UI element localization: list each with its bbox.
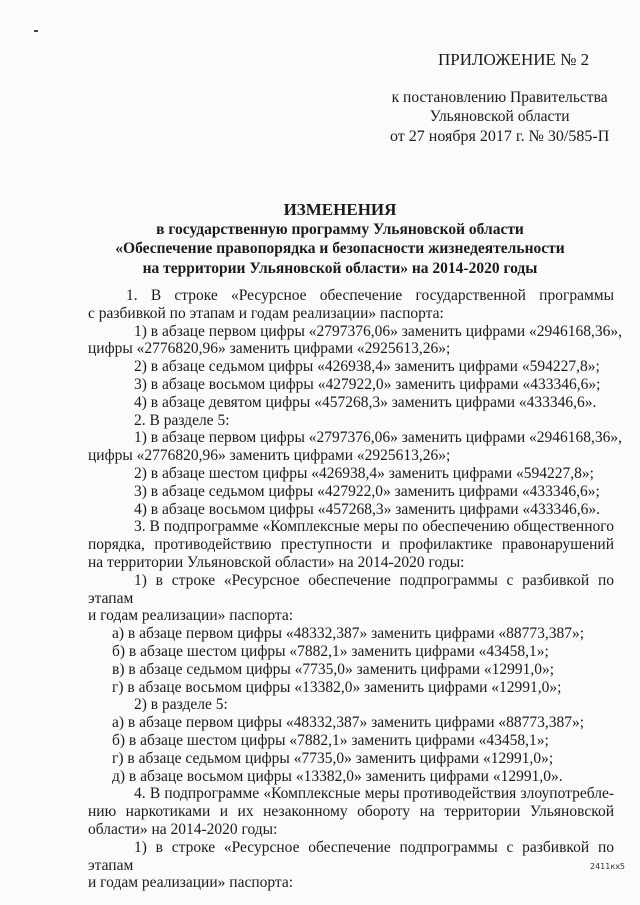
resolution-line-2: Ульяновской области bbox=[429, 108, 570, 125]
body-line: нию наркотиками и их незаконному обороту на территории Ульяновской bbox=[88, 803, 614, 821]
document-code: 2411кх5 bbox=[590, 862, 626, 871]
body-line: 3) в абзаце седьмом цифры «427922,0» заменить цифрами «433346,6»; bbox=[134, 482, 600, 500]
body-line: 1) в строке «Ресурсное обеспечение подпрограммы с разбивкой по этапам bbox=[88, 571, 614, 607]
document-body bbox=[88, 287, 622, 892]
body-line: 4. В подпрограмме «Комплексные меры противодействия злоупотребле- bbox=[134, 785, 614, 803]
body-line: 1) в абзаце первом цифры «2797376,06» заменить цифрами «2946168,36», bbox=[134, 429, 622, 447]
body-line: а) в абзаце первом цифры «48332,387» заменить цифрами «88773,387»; bbox=[112, 625, 585, 643]
body-line: 2. В разделе 5: bbox=[134, 411, 230, 429]
body-line: б) в абзаце шестом цифры «7882,1» заменить цифрами «43458,1»; bbox=[112, 642, 549, 660]
body-line: 1) в абзаце первом цифры «2797376,06» заменить цифрами «2946168,36», bbox=[134, 322, 622, 340]
body-line: в) в абзаце седьмом цифры «7735,0» заменить цифрами «12991,0»; bbox=[112, 660, 555, 678]
body-line: порядка, противодействию преступности и профилактике правонарушений bbox=[88, 536, 614, 554]
body-line: б) в абзаце шестом цифры «7882,1» заменить цифрами «43458,1»; bbox=[112, 731, 549, 749]
body-line: с разбивкой по этапам и годам реализации» паспорта: bbox=[88, 304, 444, 322]
body-line: цифры «2776820,96» заменить цифрами «2925613,26»; bbox=[88, 447, 451, 465]
scan-mark bbox=[34, 30, 38, 32]
body-line: г) в абзаце седьмом цифры «7735,0» заменить цифрами «12991,0»; bbox=[112, 749, 554, 767]
appendix-number: ПРИЛОЖЕНИЕ № 2 bbox=[438, 50, 590, 69]
body-line: 2) в разделе 5: bbox=[134, 696, 228, 714]
document-title bbox=[60, 200, 620, 278]
body-line: 2) в абзаце шестом цифры «426938,4» заменить цифрами «594227,8»; bbox=[134, 464, 594, 482]
body-line: 3. В подпрограмме «Комплексные меры по обеспечению общественного bbox=[134, 518, 614, 536]
title-line-4: на территории Ульяновской области» на 2014-2020 годы bbox=[142, 259, 538, 277]
body-line: на территории Ульяновской области» на 2014-2020 годы: bbox=[88, 553, 465, 571]
body-line: д) в абзаце восьмом цифры «13382,0» заменить цифрами «12991,0». bbox=[112, 767, 563, 785]
resolution-date-number: от 27 ноября 2017 г. № 30/585-П bbox=[390, 128, 610, 145]
body-line: 4) в абзаце девятом цифры «457268,3» заменить цифрами «433346,6». bbox=[134, 393, 597, 411]
body-line: области» на 2014-2020 годы: bbox=[88, 820, 278, 838]
resolution-line-1: к постановлению Правительства bbox=[391, 89, 608, 106]
body-line: а) в абзаце первом цифры «48332,387» заменить цифрами «88773,387»; bbox=[112, 714, 585, 732]
body-line: и годам реализации» паспорта: bbox=[88, 874, 294, 892]
title-line-2: в государственную программу Ульяновской области bbox=[156, 220, 524, 238]
title-line-1: ИЗМЕНЕНИЯ bbox=[283, 200, 397, 219]
body-line: 3) в абзаце восьмом цифры «427922,0» заменить цифрами «433346,6»; bbox=[134, 375, 601, 393]
body-line: и годам реализации» паспорта: bbox=[88, 607, 294, 625]
body-line: 1. В строке «Ресурсное обеспечение государственной программы bbox=[126, 287, 614, 304]
resolution-reference bbox=[390, 88, 609, 146]
body-line: 4) в абзаце восьмом цифры «457268,3» заменить цифрами «433346,6». bbox=[134, 500, 600, 518]
title-line-3: «Обеспечение правопорядка и безопасности жизнедеятельности bbox=[115, 240, 565, 257]
body-line: цифры «2776820,96» заменить цифрами «2925613,26»; bbox=[88, 340, 451, 358]
body-line: 1) в строке «Ресурсное обеспечение подпрограммы с разбивкой по этапам bbox=[88, 838, 614, 874]
body-line: г) в абзаце восьмом цифры «13382,0» заменить цифрами «12991,0»; bbox=[112, 678, 562, 696]
body-line: 2) в абзаце седьмом цифры «426938,4» заменить цифрами «594227,8»; bbox=[134, 358, 600, 376]
